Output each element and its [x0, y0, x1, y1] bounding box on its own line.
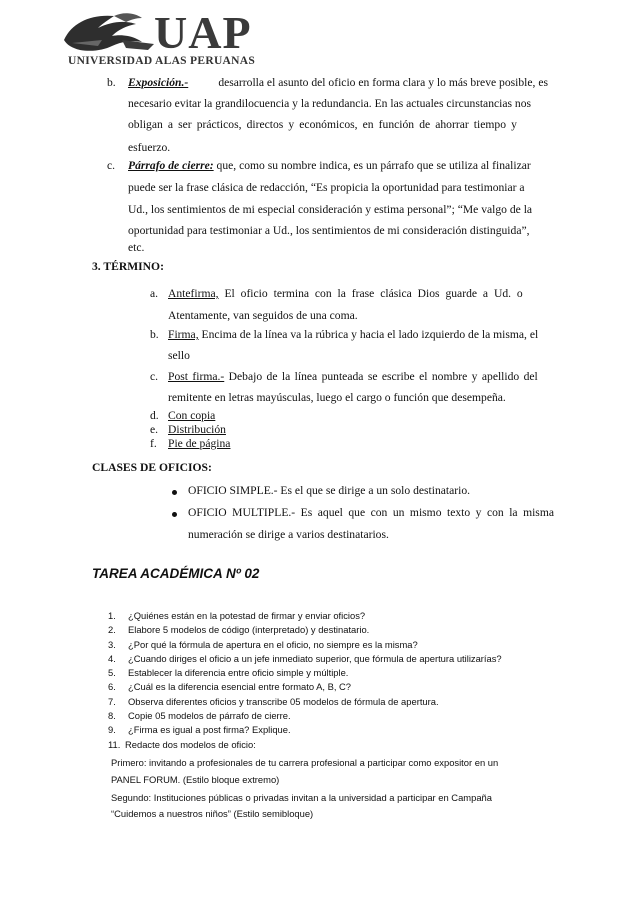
termino-b-title: Firma,: [168, 328, 199, 341]
termino-b-line-1: [168, 324, 538, 345]
termino-a-line-2: Atentamente, van seguidos de una coma.: [168, 309, 358, 322]
termino-b-text-1: Encima de la línea va la rúbrica y hacia el lado izquierdo de la misma, el: [201, 328, 539, 341]
section-c-title: Párrafo de cierre:: [128, 159, 214, 172]
termino-a-line-1: [168, 283, 523, 304]
clases-multiple-line-1: OFICIO MULTIPLE.- Es aquel que con un mismo texto y con la misma: [188, 506, 554, 519]
clases-simple: OFICIO SIMPLE.- Es el que se dirige a un solo destinatario.: [188, 484, 471, 497]
tarea-segundo-line-2: “Cuidemos a nuestros niños” (Estilo semibloque): [111, 808, 314, 819]
tarea-question-list: [108, 609, 502, 752]
section-c-label: c.: [107, 159, 116, 172]
eagle-icon: [62, 10, 162, 56]
logo-university-name: UNIVERSIDAD ALAS PERUANAS: [68, 55, 256, 67]
tarea-title: TAREA ACADÉMICA Nº 02: [92, 566, 260, 581]
termino-c-label: c.: [150, 370, 159, 383]
university-logo: [62, 7, 292, 70]
section-c-line-2: puede ser la frase clásica de redacción, “Es propicia la oportunidad para testimoniar a: [128, 181, 525, 194]
termino-b-label: b.: [150, 328, 159, 341]
tarea-primero-line-2: PANEL FORUM. (Estilo bloque extremo): [111, 774, 280, 785]
section-b-line-2: necesario evitar la grandilocuencia y la redundancia. En las actuales circunstancias nos: [128, 97, 532, 110]
section-b-label: b.: [107, 76, 116, 89]
section-c-text-1: que, como su nombre indica, es un párrafo que se utiliza al finalizar: [216, 159, 531, 172]
termino-c-line-2: remitente en letras mayúsculas, luego el cargo o función que desempeña.: [168, 391, 506, 404]
section-c-line-1: [128, 155, 531, 176]
logo-uap-text: UAP: [154, 7, 252, 58]
list-item: 6. ¿Cuál es la diferencia esencial entre formato A, B, C?: [108, 681, 352, 693]
section-c-line-4: oportunidad para testimoniar a Ud., los sentimientos de mi consideración distinguida”,: [128, 224, 530, 237]
tarea-primero-line-1: Primero: invitando a profesionales de tu carrera profesional a participar como expositor en un: [111, 757, 499, 768]
clases-heading: CLASES DE OFICIOS:: [92, 461, 212, 474]
list-item: 11. Redacte dos modelos de oficio:: [108, 738, 256, 750]
section-b-text-1: desarrolla el asunto del oficio en forma clara y lo más breve posible, es: [218, 76, 548, 89]
termino-c-title: Post firma.-: [168, 370, 225, 383]
termino-e-text: Distribución: [168, 423, 226, 436]
section-c-line-3: Ud., los sentimientos de mi especial consideración y estima personal”; “Me valgo de la: [128, 203, 533, 216]
bullet-icon: [172, 512, 177, 517]
section-b-line-4: esfuerzo.: [128, 141, 171, 154]
termino-heading: 3. TÉRMINO:: [92, 260, 164, 273]
list-item: 4. ¿Cuando diriges el oficio a un jefe inmediato superior, que fórmula de apertura utilizarías?: [108, 652, 502, 664]
termino-d-text: Con copia: [168, 409, 216, 422]
clases-multiple-line-2: numeración se dirige a varios destinatarios.: [188, 528, 389, 541]
termino-c-text-1: Debajo de la línea punteada se escribe el nombre y apellido del: [228, 370, 538, 383]
section-b-title: Exposición.-: [128, 76, 189, 89]
list-item: 3. ¿Por qué la fórmula de apertura en el oficio, no siempre es la misma?: [108, 638, 418, 650]
list-item: 8. Copie 05 modelos de párrafo de cierre.: [108, 710, 291, 722]
termino-d-label: d.: [150, 409, 159, 422]
termino-c-line-1: [168, 366, 538, 387]
tarea-segundo-line-1: Segundo: Instituciones públicas o privadas invitan a la universidad a participar en Campaña: [111, 792, 492, 803]
termino-e-label: e.: [150, 423, 159, 436]
bullet-icon: [172, 490, 177, 495]
list-item: 2. Elabore 5 modelos de código (interpretado) y destinatario.: [108, 624, 370, 636]
termino-b-line-2: sello: [168, 349, 190, 362]
termino-f-text: Pie de página: [168, 437, 231, 450]
section-c-line-5: etc.: [128, 241, 145, 254]
section-b-line-3: obligan a ser prácticos, directos y económicos, en función de ahorrar tiempo y: [128, 118, 517, 131]
termino-a-title: Antefirma,: [168, 287, 219, 300]
list-item: 5. Establecer la diferencia entre oficio simple y múltiple.: [108, 667, 349, 679]
list-item: 1. ¿Quiénes están en la potestad de firmar y enviar oficios?: [108, 610, 366, 621]
list-item: 9. ¿Firma es igual a post firma? Explique.: [108, 724, 291, 736]
termino-f-label: f.: [150, 437, 157, 450]
termino-a-text-1: El oficio termina con la frase clásica Dios guarde a Ud. o: [224, 287, 523, 300]
section-b-line-1: [128, 72, 548, 93]
termino-a-label: a.: [150, 287, 159, 300]
list-item: 7. Observa diferentes oficios y transcribe 05 modelos de fórmula de apertura.: [108, 695, 439, 707]
